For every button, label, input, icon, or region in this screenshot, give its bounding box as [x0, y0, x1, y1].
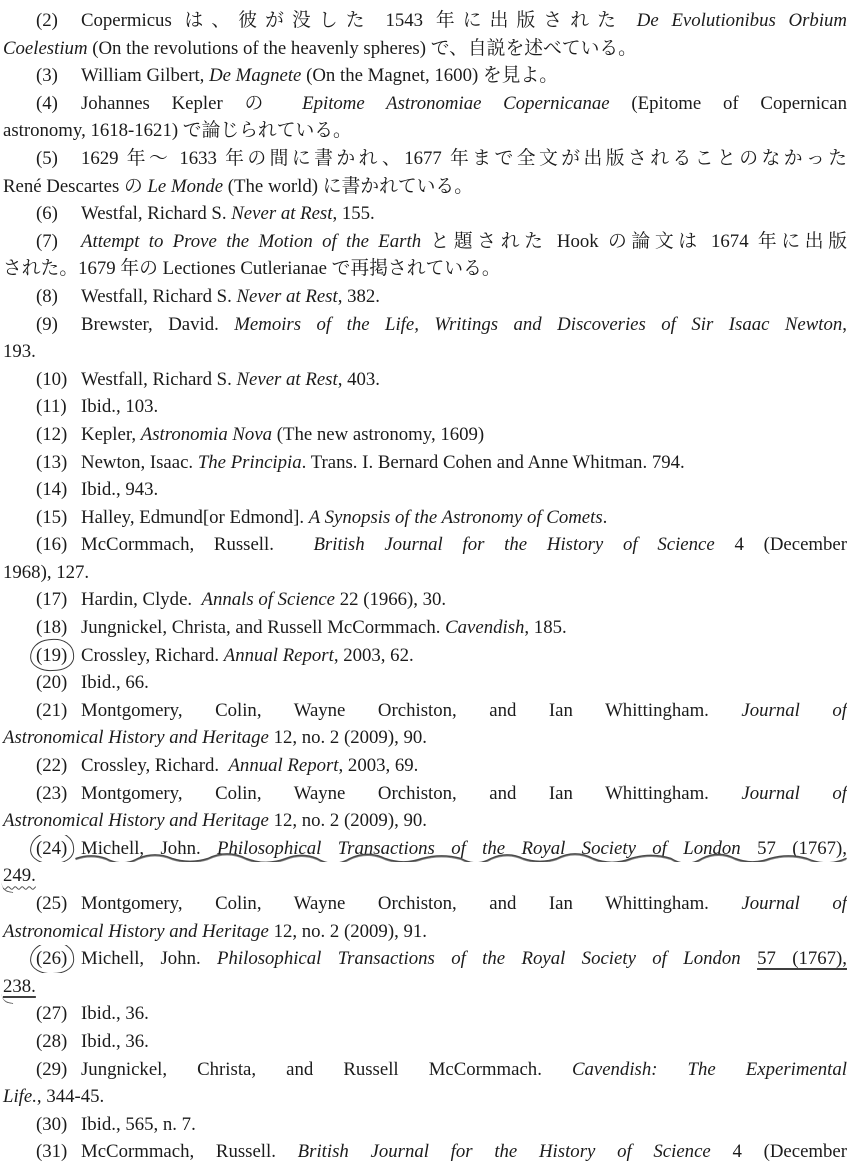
citation-text: Halley, Edmund[or Edmond]. — [81, 506, 309, 528]
citation-text: astronomy, 1618-1621) で論じられている。 — [3, 120, 352, 142]
note-number: (2) — [36, 10, 58, 31]
note-line-continuation — [3, 35, 847, 63]
note-line-continuation — [3, 862, 847, 890]
citation-text: 1629 年～ 1633 年の間に書かれ、1677 年まで全文が出版されることのなかった — [81, 147, 847, 169]
citation-text: 1968), 127. — [3, 561, 90, 583]
note-number: (6) — [36, 203, 58, 225]
note-line-continuation — [3, 173, 847, 201]
note-line — [3, 366, 847, 394]
note-number: (12) — [36, 423, 68, 445]
note-line — [3, 476, 847, 504]
note-number: (9) — [36, 313, 58, 335]
note-line — [3, 1000, 847, 1028]
citation-text: Journal of — [741, 893, 847, 914]
citation-text: Astronomical History and Heritage — [3, 810, 269, 832]
note-number: (8) — [36, 285, 58, 307]
citation-text: Life. — [3, 1086, 37, 1108]
citation-text: された。1679 年の Lectiones Cutlerianae で再掲されている。 — [3, 258, 501, 280]
note-line — [3, 228, 847, 256]
citation-text: Memoirs of the Life, Writings and Discoveries of Sir Isaac Newton — [234, 313, 843, 335]
citation-text: , 2003, 62. — [333, 644, 414, 666]
note-number: (17) — [36, 589, 68, 611]
citation-text: Astronomia Nova — [140, 423, 273, 445]
citation-text: British Journal for the History of Science — [313, 534, 715, 556]
citation-text: Ibid., 565, n. 7. — [81, 1113, 196, 1135]
citation-text: Newton, Isaac. — [81, 451, 198, 473]
note-line-continuation — [3, 807, 847, 835]
citation-text: Annual Report — [223, 644, 334, 666]
note-line — [3, 7, 847, 35]
citation-text: (On the Magnet, 1600) を見よ。 — [301, 65, 559, 87]
note-line — [3, 945, 847, 973]
note-number: (28) — [36, 1030, 68, 1052]
note-line-continuation — [3, 255, 847, 283]
citation-text: Cavendish — [445, 617, 525, 639]
note-number: (23) — [36, 782, 68, 804]
citation-text: , 2003, 69. — [338, 755, 419, 777]
citation-text: . — [602, 506, 608, 528]
citation-text-underlined: 238. — [3, 975, 36, 997]
note-number: (20) — [36, 672, 68, 694]
citation-text: Jungnickel, Christa, and Russell McCormmach. — [81, 1058, 572, 1080]
note-line — [3, 586, 847, 614]
citation-text: Annual Report — [228, 755, 339, 777]
citation-text: Coelestium — [3, 37, 88, 59]
citation-text: Journal of — [741, 699, 847, 721]
citation-text: , 382. — [337, 285, 380, 307]
note-number-circled-annotation: (26) — [36, 945, 70, 972]
note-line — [3, 752, 847, 780]
note-number: (31) — [36, 1141, 68, 1163]
note-number: (18) — [36, 617, 68, 639]
citation-text: と題された Hook の論文は 1674 年に出版 — [421, 230, 847, 252]
note-line — [3, 311, 847, 339]
note-line-continuation — [3, 724, 847, 752]
note-number: (14) — [36, 479, 68, 501]
note-line-continuation — [3, 973, 847, 1001]
citation-text: Philosophical Transactions of the Royal Society of London — [217, 948, 758, 970]
note-number: (29) — [36, 1058, 68, 1080]
note-number-circled-annotation: (24) — [36, 835, 70, 862]
note-number: (21) — [36, 699, 68, 721]
note-line-continuation — [3, 918, 847, 946]
citation-text: Montgomery, Colin, Wayne Orchiston, and Ian Whittingham. — [81, 699, 742, 721]
note-line — [3, 780, 847, 808]
citation-text: Astronomical History and Heritage — [3, 727, 269, 749]
citation-text: (On the revolutions of the heavenly spheres) で、自説を述べている。 — [87, 37, 637, 59]
citation-text: Michell, John. — [81, 948, 218, 970]
citation-text: René Descartes の — [3, 175, 148, 197]
citation-text: Westfal, Richard S. — [81, 203, 232, 225]
note-line — [3, 614, 847, 642]
note-line — [3, 200, 847, 228]
note-number: (11) — [36, 396, 67, 418]
handdrawn-wavy-underline — [75, 853, 847, 862]
note-line — [3, 835, 847, 863]
citation-text: The Principia — [197, 451, 302, 473]
note-number: (10) — [36, 368, 68, 390]
citation-text: Never at Rest — [236, 368, 338, 390]
note-number: (15) — [36, 506, 68, 528]
citation-text: Copermicus は、彼が没した 1543 年に出版された — [81, 10, 637, 31]
note-number: (25) — [36, 893, 68, 914]
note-line — [3, 62, 847, 90]
note-line — [3, 642, 847, 670]
note-line — [3, 90, 847, 118]
citation-text: (The world) に書かれている。 — [223, 175, 473, 197]
citation-text: . Trans. I. Bernard Cohen and Anne Whitman. 794. — [301, 451, 685, 473]
note-number: (16) — [36, 534, 68, 556]
citation-text: Astronomical History and Heritage — [3, 920, 269, 942]
note-line — [3, 531, 847, 559]
citation-text: 22 (1966), 30. — [335, 589, 447, 611]
note-line — [3, 669, 847, 697]
citation-text: , — [842, 313, 847, 335]
citation-text: Johannes Kepler の — [81, 92, 303, 114]
note-line — [3, 283, 847, 311]
citation-text: Epitome Astronomiae Copernicanae — [302, 92, 610, 114]
citation-text: , 403. — [337, 368, 380, 390]
citation-text: 4 (December — [710, 1141, 847, 1163]
note-number: (3) — [36, 65, 58, 87]
note-line — [3, 697, 847, 725]
citation-text: Ibid., 36. — [81, 1030, 149, 1052]
note-line-continuation — [3, 1083, 847, 1111]
note-line-continuation — [3, 559, 847, 587]
citation-text: De Magnete — [209, 65, 302, 87]
citation-text: Ibid., 943. — [81, 479, 159, 501]
note-line — [3, 449, 847, 477]
citation-text: , 344-45. — [36, 1086, 105, 1108]
citation-text: Ibid., 36. — [81, 1003, 149, 1025]
citation-text: Montgomery, Colin, Wayne Orchiston, and Ian Whittingham. — [81, 893, 742, 914]
note-line — [3, 504, 847, 532]
citation-text: 12, no. 2 (2009), 90. — [268, 727, 427, 749]
citation-text: Cavendish: The Experimental — [571, 1058, 847, 1080]
citation-text: Jungnickel, Christa, and Russell McCormmach. — [81, 617, 446, 639]
citation-text: Attempt to Prove the Motion of the Earth — [81, 230, 422, 252]
citation-text: Hardin, Clyde. — [81, 589, 202, 611]
citation-text: Le Monde — [147, 175, 224, 197]
citation-text: Never at Rest — [231, 203, 333, 225]
citation-text-underlined: 249. — [3, 865, 36, 887]
citation-text: Westfall, Richard S. — [81, 368, 237, 390]
citation-text: British Journal for the History of Science — [297, 1141, 711, 1163]
note-line — [3, 1138, 847, 1166]
citation-text: 12, no. 2 (2009), 90. — [268, 810, 427, 832]
note-line-continuation — [3, 338, 847, 366]
citation-text: Philosophical Transactions of the Royal Society of London — [217, 837, 741, 859]
citation-text: A Synopsis of the Astronomy of Comets — [308, 506, 603, 528]
citation-text: 12, no. 2 (2009), 91. — [268, 920, 427, 942]
citation-text: Kepler, — [81, 423, 141, 445]
note-number: (13) — [36, 451, 68, 473]
citation-text: (The new astronomy, 1609) — [272, 423, 485, 445]
citation-text: Crossley, Richard. — [81, 755, 229, 777]
citation-text: Never at Rest — [236, 285, 338, 307]
note-number: (4) — [36, 92, 58, 114]
note-line — [3, 1056, 847, 1084]
note-number: (7) — [36, 230, 58, 252]
citation-text: Westfall, Richard S. — [81, 285, 237, 307]
citation-text: 4 (December — [714, 534, 847, 556]
citation-text: Michell, John. — [81, 837, 218, 859]
citation-text: Annals of Science — [201, 589, 336, 611]
citation-text: McCormmach, Russell. — [81, 534, 314, 556]
note-line — [3, 890, 847, 918]
note-number: (22) — [36, 755, 68, 777]
citation-text: 193. — [3, 341, 36, 363]
citation-text: (Epitome of Copernican — [609, 92, 847, 114]
note-number: (5) — [36, 147, 58, 169]
citation-text: Crossley, Richard. — [81, 644, 224, 666]
note-line — [3, 393, 847, 421]
citation-text: Brewster, David. — [81, 313, 235, 335]
citation-text: Montgomery, Colin, Wayne Orchiston, and Ian Whittingham. — [81, 782, 742, 804]
note-line — [3, 1111, 847, 1139]
citation-text: McCormmach, Russell. — [81, 1141, 298, 1163]
note-line-continuation — [3, 117, 847, 145]
note-line — [3, 421, 847, 449]
citation-text-underlined: 57 (1767), — [757, 948, 847, 970]
citation-text: Ibid., 66. — [81, 672, 149, 694]
note-line — [3, 145, 847, 173]
citation-text: , 185. — [524, 617, 567, 639]
citation-text: , 155. — [332, 203, 375, 225]
citation-text: Journal of — [741, 782, 847, 804]
citation-text: Ibid., 103. — [81, 396, 159, 418]
citation-text: William Gilbert, — [81, 65, 210, 87]
note-number-circled-annotation: (19) — [36, 642, 70, 669]
citation-text: De Evolutionibus Orbium — [636, 10, 847, 31]
note-number: (27) — [36, 1003, 68, 1025]
note-number: (30) — [36, 1113, 68, 1135]
citation-text: 57 (1767), — [740, 837, 847, 859]
note-line — [3, 1028, 847, 1056]
